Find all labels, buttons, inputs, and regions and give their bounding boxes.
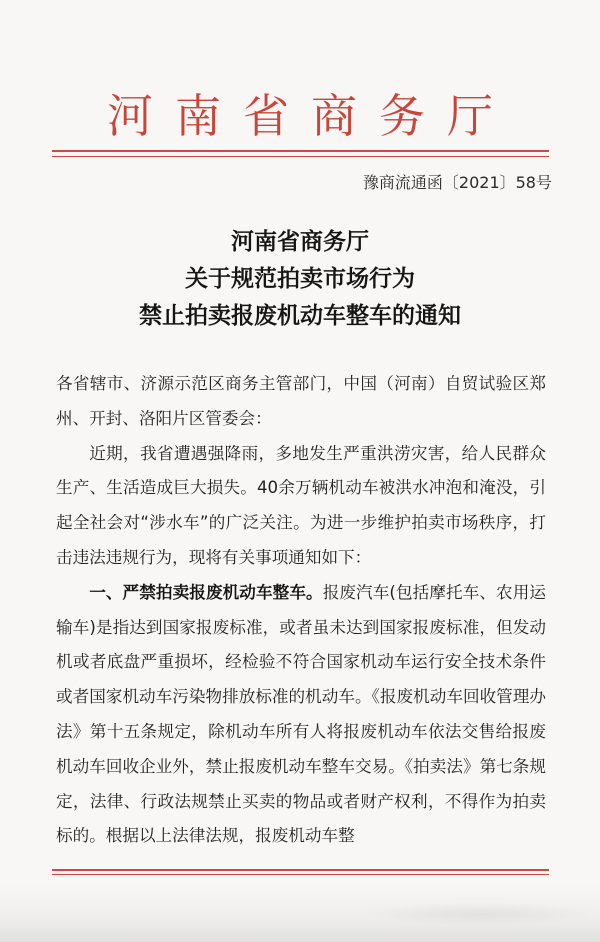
red-rule-top-thin xyxy=(52,156,549,157)
section-1-text: 报废汽车(包括摩托车、农用运输车)是指达到国家报废标准，或者虽未达到国家报废标准，但发动机或者底盘严重损坏，经检验不符合国家机动车运行安全技术条件或者国家机动车污染物排放标准的机动车。《报废机动车回收管理办法》第十五条规定，除机动车所有人将报废机动车依法交售给报废机动车回收企业外，禁止报废机动车整车交易。《拍卖法》第七条规定，法律、行政法规禁止买卖的物品或者财产权利，不得作为拍卖标的。根据以上法律法规，报废机动车整 xyxy=(56,582,547,846)
document-title xyxy=(0,224,600,335)
red-rule-top xyxy=(52,150,549,152)
page-curl-shadow xyxy=(360,902,600,926)
section-1-heading: 一、严禁拍卖报废机动车整车。 xyxy=(89,582,323,602)
section-1-paragraph xyxy=(56,576,546,854)
red-rule-bottom-thin xyxy=(52,874,549,875)
title-line-1: 河南省商务厅 xyxy=(231,229,369,255)
document-body xyxy=(56,367,546,854)
letterhead-agency-name: 河南省商务厅 xyxy=(107,89,515,143)
title-line-3: 禁止拍卖报废机动车整车的通知 xyxy=(139,303,461,329)
red-rule-bottom xyxy=(52,869,549,871)
intro-paragraph: 近期，我省遭遇强降雨，多地发生严重洪涝灾害，给人民群众生产、生活造成巨大损失。40余万辆机动车被洪水冲泡和淹没，引起全社会对“涉水车”的广泛关注。为进一步维护拍卖市场秩序，打击违法违规行为，现将有关事项通知如下： xyxy=(56,443,546,567)
title-line-2: 关于规范拍卖市场行为 xyxy=(185,266,415,292)
salutation: 各省辖市、济源示范区商务主管部门，中国（河南）自贸试验区郑州、开封、洛阳片区管委会： xyxy=(56,374,546,428)
document-number: 豫商流通函〔2021〕58号 xyxy=(362,173,552,192)
